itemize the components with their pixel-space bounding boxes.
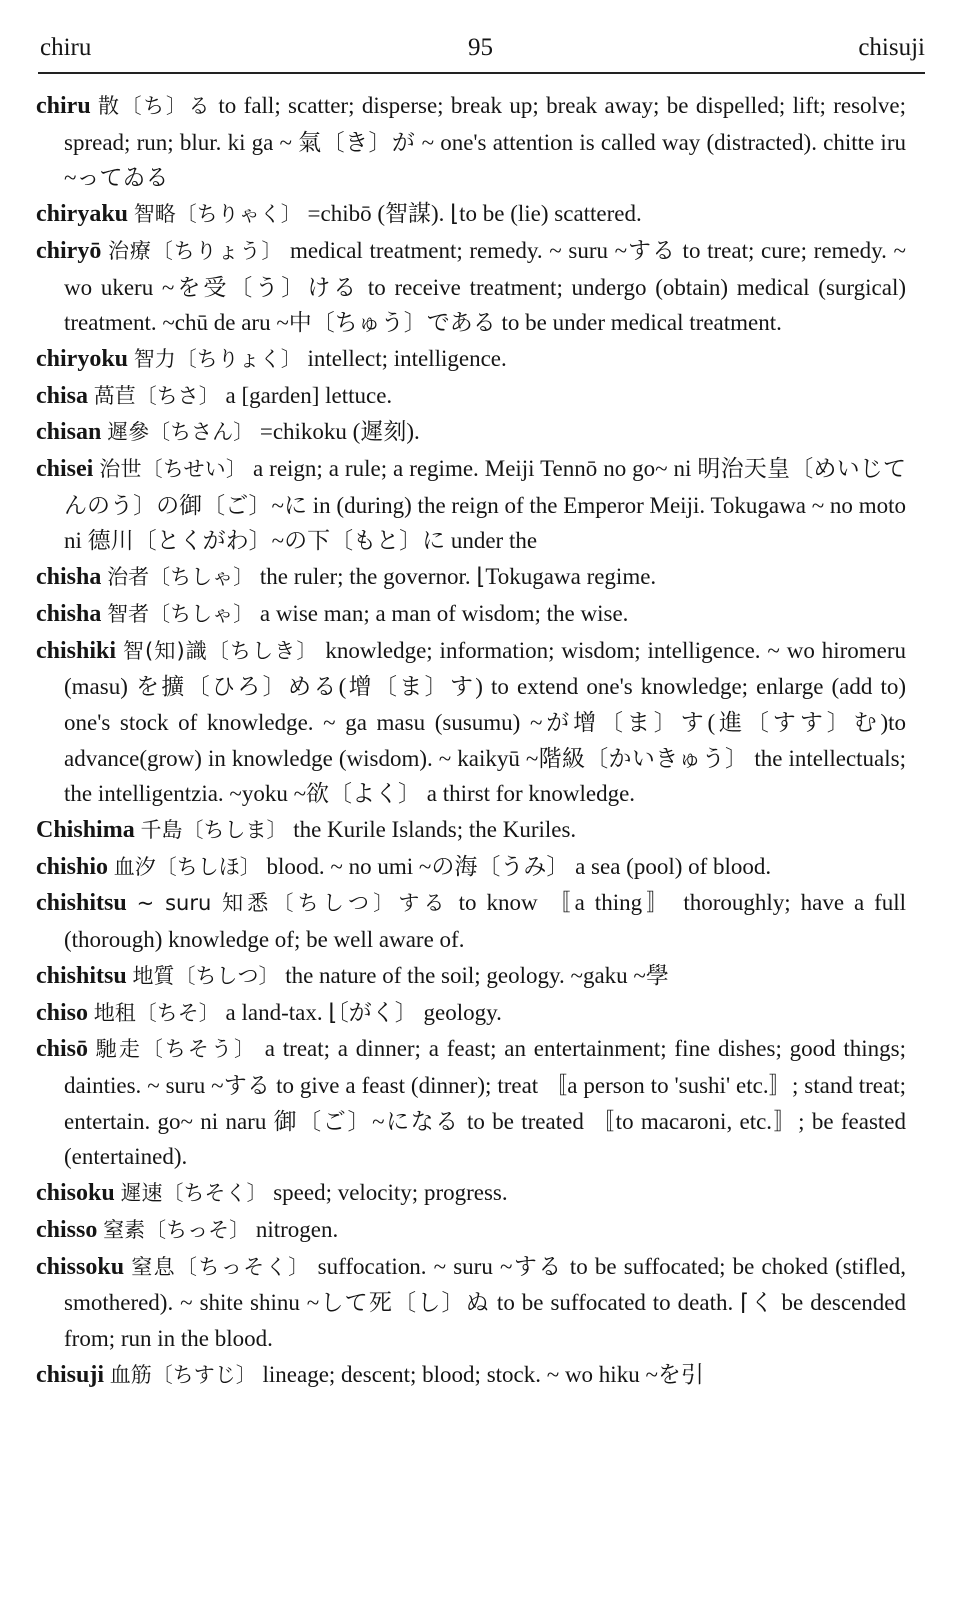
header-rule [38, 72, 925, 74]
headword: chisō [36, 1036, 89, 1063]
headword: chisha [36, 564, 102, 591]
definition: medical treatment; remedy. ~ suru ~する to treat; cure; remedy. ~ wo ukeru ~を受〔う〕ける to receive treatment; undergo (obtain) medical (surgical) treatment. ~chū de aru ~中〔ちゅう〕である to be under medical treatment. [64, 237, 906, 336]
headword: chisha [36, 600, 102, 627]
page-header [36, 34, 925, 64]
headword: chishitsu [36, 890, 127, 917]
definition: blood. ~ no umi ~の海〔うみ〕 a sea (pool) of blood. [266, 853, 772, 879]
definition: lineage; descent; blood; stock. ~ wo hiku ~を引 [262, 1361, 704, 1387]
dictionary-entry [36, 233, 906, 341]
dictionary-entry [36, 958, 906, 995]
headword: chissoku [36, 1253, 125, 1280]
dictionary-entry [36, 596, 906, 633]
definition: speed; velocity; progress. [273, 1180, 508, 1206]
headword: chiryaku [36, 201, 129, 228]
kanji-reading: 千島〔ちしま〕 [140, 818, 288, 843]
definition: to know 〚a thing〛 thoroughly; have a full (thorough) knowledge of; be well aware of. [64, 890, 907, 953]
headword: chisan [36, 419, 102, 446]
kanji-reading: 地質〔ちしつ〕 [132, 963, 280, 988]
entry-list [36, 88, 906, 1393]
kanji-reading: 血汐〔ちしほ〕 [113, 854, 261, 879]
page-number: 95 [468, 34, 493, 61]
kanji-reading: 智者〔ちしゃ〕 [107, 601, 255, 626]
definition: a [garden] lettuce. [225, 382, 393, 408]
dictionary-entry [36, 1249, 906, 1357]
definition: =chibō (智謀). ⌊to be (lie) scattered. [307, 201, 642, 227]
definition: the nature of the soil; geology. ~gaku ~學 [285, 962, 669, 988]
definition: suffocation. ~ suru ~する to be suffocated; be choked (stifled, smothered). ~ shite shinu ~して死〔し〕ぬ to be suffocated to death. ⌈く be descended from; run in the blood. [64, 1253, 907, 1351]
dictionary-entry [36, 1175, 906, 1212]
headword: chishitsu [36, 962, 127, 989]
definition: the ruler; the governor. ⌊Tokugawa regime. [259, 564, 657, 590]
definition: a reign; a rule; a regime. Meiji Tennō no go~ ni 明治天皇〔めいじてんのう〕の御〔ご〕~に in (during) the reign of the Emperor Meiji. Tokugawa ~ no moto ni 德川〔とくがわ〕~の下〔もと〕に under the [64, 456, 906, 554]
headword: chisei [36, 456, 94, 483]
headword: chisoku [36, 1180, 115, 1207]
headword: Chishima [36, 817, 135, 844]
kanji-reading: 治者〔ちしゃ〕 [107, 565, 255, 590]
dictionary-entry [36, 559, 906, 596]
header-right-guide-word: chisuji [858, 34, 925, 61]
definition: the Kurile Islands; the Kuriles. [293, 817, 577, 843]
definition: nitrogen. [255, 1216, 339, 1242]
dictionary-entry [36, 88, 906, 196]
dictionary-entry [36, 341, 906, 378]
kanji-reading: 馳走〔ちそう〕 [95, 1037, 258, 1062]
definition: to fall; scatter; disperse; break up; break away; be dispelled; lift; resolve; spread; run; blur. ki ga ~ 氣〔き〕が ~ one's attention is called way (distracted). chitte iru ~ってゐる [64, 93, 907, 191]
kanji-reading: 窒素〔ちっそ〕 [103, 1217, 251, 1242]
headword: chisuji [36, 1361, 105, 1388]
dictionary-entry [36, 378, 906, 415]
dictionary-entry [36, 1031, 906, 1175]
headword: chisa [36, 382, 89, 409]
kanji-reading: 智略〔ちりゃく〕 [133, 202, 302, 227]
dictionary-entry [36, 414, 906, 451]
kanji-reading: 萵苣〔ちさ〕 [93, 383, 220, 408]
definition: a treat; a dinner; a feast; an entertainment; fine dishes; good things; dainties. ~ suru ~する to give a feast (dinner); treat 〚a person to 'sushi' etc.〛; stand treat; entertain. go~ ni naru 御〔ご〕~になる to be treated 〚to macaroni, etc.〛; be feasted (entertained). [64, 1036, 907, 1170]
kanji-reading: 散〔ち〕る [98, 94, 212, 118]
headword: chiru [36, 93, 91, 119]
kanji-reading: 地租〔ちそ〕 [93, 1000, 220, 1025]
dictionary-entry [36, 1357, 906, 1394]
kanji-reading: 智(知)識〔ちしき〕 [122, 638, 319, 663]
headword: chishio [36, 853, 109, 880]
definition: a land-tax. ⌊〔がく〕 geology. [225, 999, 502, 1025]
dictionary-entry [36, 995, 906, 1032]
dictionary-entry [36, 812, 906, 849]
kanji-reading: 治療〔ちりょう〕 [108, 238, 284, 263]
dictionary-entry [36, 451, 906, 559]
kanji-reading: 血筋〔ちすじ〕 [109, 1362, 257, 1387]
kanji-reading: 治世〔ちせい〕 [99, 457, 248, 482]
definition: intellect; intelligence. [307, 345, 507, 371]
headword: chiso [36, 999, 89, 1026]
definition: =chikoku (遲刻). [259, 419, 420, 445]
definition: a wise man; a man of wisdom; the wise. [259, 600, 629, 626]
dictionary-entry [36, 849, 906, 886]
dictionary-entry [36, 196, 906, 233]
headword: chiryoku [36, 345, 129, 372]
header-left-guide-word: chiru [40, 34, 92, 61]
kanji-reading: 遲參〔ちさん〕 [107, 420, 255, 445]
headword: chishiki [36, 637, 117, 664]
headword: chiryō [36, 237, 102, 264]
kanji-reading: 窒息〔ちっそく〕 [131, 1254, 311, 1279]
dictionary-entry [36, 633, 906, 813]
kanji-reading: ~ suru 知悉〔ちしつ〕する [136, 891, 449, 916]
headword: chisso [36, 1216, 98, 1243]
dictionary-entry [36, 885, 906, 957]
definition: knowledge; information; wisdom; intelligence. ~ wo hiromeru (masu) を擴〔ひろ〕める(增〔ま〕す) to extend one's knowledge; enlarge (add to) one's stock of knowledge. ~ ga masu (susumu) ~が增〔ま〕す(進〔すす〕む)to advance(grow) in knowledge (wisdom). ~ kaikyū ~階級〔かいきゅう〕 the intellectuals; the intelligentzia. ~yoku ~欲〔よく〕 a thirst for knowledge. [64, 637, 906, 807]
kanji-reading: 智力〔ちりょく〕 [133, 346, 302, 371]
kanji-reading: 遲速〔ちそく〕 [120, 1181, 268, 1206]
dictionary-entry [36, 1212, 906, 1249]
